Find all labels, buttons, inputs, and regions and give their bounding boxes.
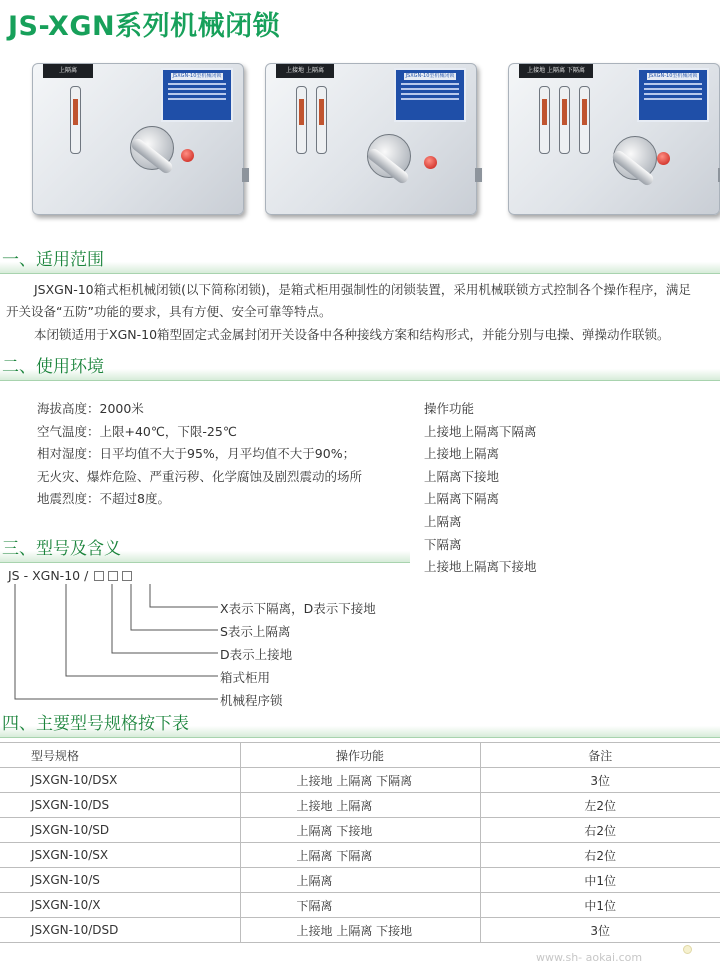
latch — [242, 168, 249, 182]
model-cell: JSXGN-10/SD — [0, 818, 240, 843]
model-code-prefix: JS - XGN-10 / — [8, 568, 89, 583]
table-row — [0, 843, 720, 868]
watermark-dot — [683, 945, 692, 954]
product-photo-row — [0, 55, 720, 225]
condition-item: 无火灾、爆炸危险、严重污秽、化学腐蚀及剧烈震动的场所 — [37, 468, 363, 484]
red-button — [657, 152, 670, 165]
operation-item: 上接地上隔离 — [424, 446, 500, 462]
spec-table — [0, 742, 720, 943]
function-cell: 上接地 上隔离 下隔离 — [240, 768, 480, 793]
model-cell: JSXGN-10/S — [0, 868, 240, 893]
table-row — [0, 793, 720, 818]
product-photo-single — [32, 63, 244, 215]
model-legend-lines — [0, 560, 220, 710]
operation-functions-list — [424, 398, 537, 579]
table-row — [0, 768, 720, 793]
product-photo-triple — [508, 63, 720, 215]
function-cell: 上隔离 — [240, 868, 480, 893]
condition-item: 海拔高度：2000米 — [37, 401, 144, 416]
section-title: 二、使用环境 — [2, 357, 104, 377]
model-cell: JSXGN-10/DS — [0, 793, 240, 818]
nameplate: JSXGN-10型机械闭锁 — [161, 68, 233, 122]
section-header-specs — [0, 712, 720, 738]
legend-label: 箱式柜用 — [220, 670, 271, 685]
model-cell: JSXGN-10/SX — [0, 843, 240, 868]
panel-label-strip: 上隔离 — [43, 64, 93, 78]
note-cell: 3位 — [480, 918, 720, 943]
table-row — [0, 893, 720, 918]
indicator-slot — [296, 86, 307, 154]
watermark: www.sh- aokai.com — [536, 951, 643, 964]
legend-label: D表示上接地 — [220, 647, 293, 662]
operation-header: 操作功能 — [424, 401, 475, 416]
note-cell: 3位 — [480, 768, 720, 793]
section-title: 三、型号及含义 — [2, 539, 121, 559]
nameplate: JSXGN-10型机械闭锁 — [637, 68, 709, 122]
note-cell: 中1位 — [480, 893, 720, 918]
operation-item: 上隔离 — [424, 513, 462, 529]
section-header-scope — [0, 248, 720, 274]
legend-label: X表示下隔离，D表示下接地 — [220, 601, 376, 616]
column-header: 型号规格 — [0, 743, 240, 768]
model-cell: JSXGN-10/DSD — [0, 918, 240, 943]
operation-item: 上接地上隔离下接地 — [424, 559, 537, 575]
operation-item: 上接地上隔离下隔离 — [424, 423, 537, 439]
product-photo-double — [265, 63, 477, 215]
note-cell: 右2位 — [480, 818, 720, 843]
function-cell: 上隔离 下接地 — [240, 818, 480, 843]
scope-paragraph-2: 本闭锁适用于XGN-10箱型固定式金属封闭开关设备中各种接线方案和结构形式，并能分别与电操、弹操动作联锁。 — [34, 327, 670, 342]
page-title: JS-XGN系列机械闭锁 — [8, 11, 281, 42]
column-header: 操作功能 — [240, 743, 480, 768]
section-header-environment — [0, 355, 720, 381]
panel-label-strip: 上接地 上隔离 下隔离 — [519, 64, 593, 78]
table-row — [0, 868, 720, 893]
table-row — [0, 818, 720, 843]
function-cell: 上接地 上隔离 下接地 — [240, 918, 480, 943]
panel-label-strip: 上接地 上隔离 — [276, 64, 334, 78]
operation-item: 下隔离 — [424, 536, 462, 552]
model-cell: JSXGN-10/X — [0, 893, 240, 918]
legend-label: 机械程序锁 — [220, 693, 283, 708]
section-title: 一、适用范围 — [2, 250, 104, 270]
table-row — [0, 918, 720, 943]
table-header-row — [0, 743, 720, 768]
condition-item: 相对湿度：日平均值不大于95%，月平均值不大于90%； — [37, 446, 356, 462]
section-title: 四、主要型号规格按下表 — [2, 714, 189, 734]
environment-conditions — [37, 398, 362, 511]
latch — [475, 168, 482, 182]
operation-item: 上隔离下隔离 — [424, 491, 500, 507]
indicator-slot — [559, 86, 570, 154]
nameplate: JSXGN-10型机械闭锁 — [394, 68, 466, 122]
scope-paragraph-line1: JSXGN-10箱式柜机械闭锁(以下简称闭锁)，是箱式柜用强制性的闭锁装置，采用机械联锁方式控制各个操作程序，满足 — [34, 282, 691, 297]
indicator-slot — [539, 86, 550, 154]
note-cell: 中1位 — [480, 868, 720, 893]
note-cell: 右2位 — [480, 843, 720, 868]
note-cell: 左2位 — [480, 793, 720, 818]
function-cell: 上接地 上隔离 — [240, 793, 480, 818]
indicator-slot — [579, 86, 590, 154]
condition-item: 空气温度：上限+40℃，下限-25℃ — [37, 423, 237, 439]
function-cell: 上隔离 下隔离 — [240, 843, 480, 868]
legend-label: S表示上隔离 — [220, 624, 291, 639]
red-button — [424, 156, 437, 169]
function-cell: 下隔离 — [240, 893, 480, 918]
indicator-slot — [316, 86, 327, 154]
model-cell: JSXGN-10/DSX — [0, 768, 240, 793]
column-header: 备注 — [480, 743, 720, 768]
scope-paragraph-line2: 开关设备“五防”功能的要求，具有方便、安全可靠等特点。 — [6, 304, 332, 319]
indicator-slot — [70, 86, 81, 154]
red-button — [181, 149, 194, 162]
condition-item: 地震烈度：不超过8度。 — [37, 491, 170, 507]
operation-item: 上隔离下接地 — [424, 468, 500, 484]
